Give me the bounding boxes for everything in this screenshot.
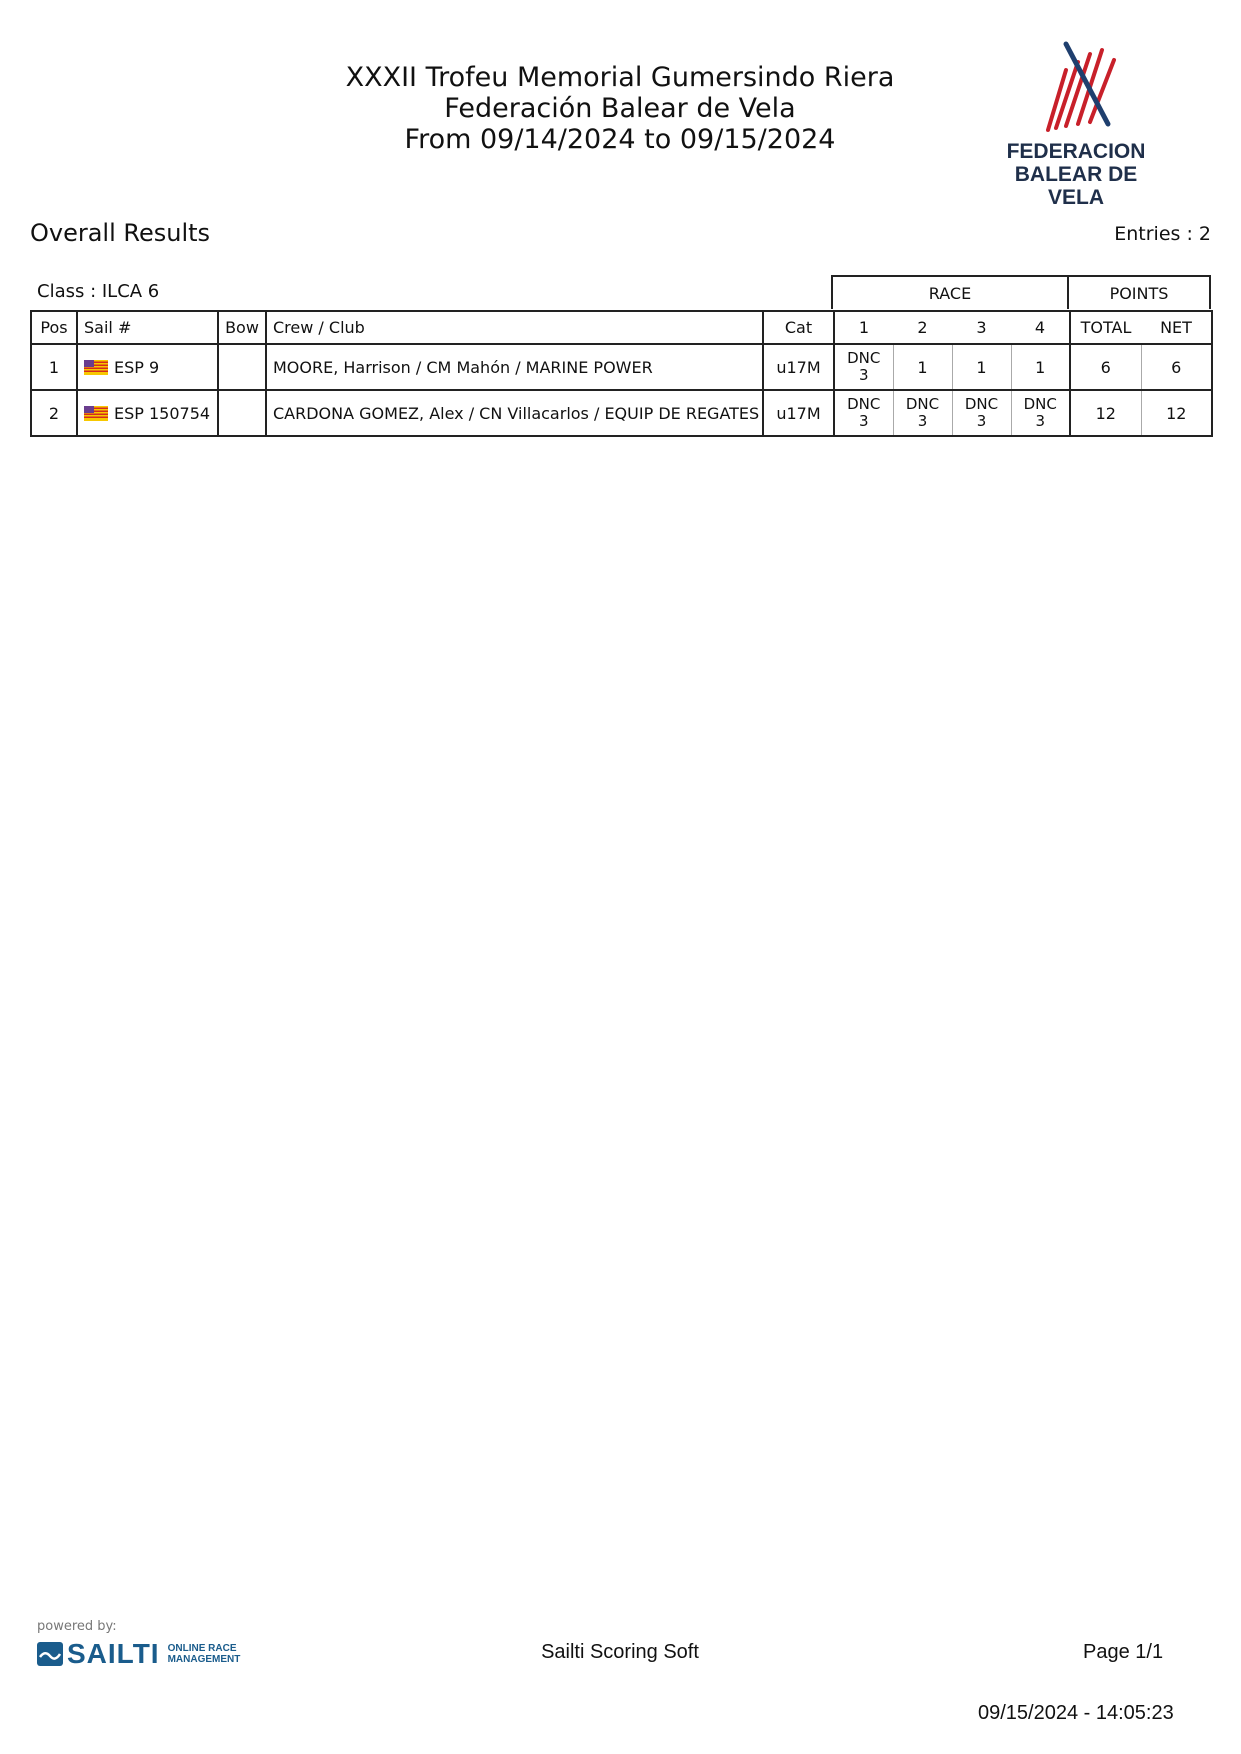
race-4-score: 1 [1011, 344, 1070, 390]
table-row [31, 344, 1212, 390]
logo-line2: BALEAR DE VELA [1014, 163, 1138, 209]
federation-logo [986, 40, 1166, 209]
race-3-score: 1 [952, 344, 1011, 390]
score-points: 3 [917, 412, 928, 430]
class-label: Class : ILCA 6 [37, 281, 160, 302]
balearic-flag-icon [84, 360, 108, 375]
sail-cell [77, 390, 218, 436]
results-table [30, 310, 1213, 437]
crew-cell: MOORE, Harrison / CM Mahón / MARINE POWER [266, 344, 763, 390]
col-total: TOTAL [1070, 311, 1141, 344]
points-group-header: POINTS [1067, 275, 1211, 309]
col-pos: Pos [31, 311, 77, 344]
col-race-4: 4 [1011, 311, 1070, 344]
page-number: Page 1/1 [1083, 1641, 1164, 1663]
cat-cell: u17M [763, 344, 834, 390]
print-timestamp: 09/15/2024 - 14:05:23 [978, 1702, 1174, 1724]
sailti-brand: SAILTI [67, 1638, 160, 1669]
entries-count: Entries : 2 [1114, 223, 1211, 245]
total-cell: 12 [1070, 390, 1141, 436]
pos-cell: 2 [31, 390, 77, 436]
score-code: DNC [847, 349, 881, 367]
brand-sub-line2: MANAGEMENT [167, 1654, 241, 1665]
race-1-score [834, 390, 893, 436]
event-title: XXXII Trofeu Memorial Gumersindo Riera [345, 62, 895, 93]
sail-number: ESP 9 [114, 357, 160, 377]
crew-cell: CARDONA GOMEZ, Alex / CN Villacarlos / EQUIP DE REGATES [266, 390, 763, 436]
race-3-score [952, 390, 1011, 436]
score-points: 3 [858, 366, 869, 384]
sailti-wave-icon [37, 1642, 63, 1666]
powered-by-logo [37, 1619, 240, 1670]
federation-logo-icon [1026, 40, 1126, 140]
race-group-header: RACE [831, 275, 1069, 309]
score-code: DNC [847, 395, 881, 413]
score-points: 3 [1035, 412, 1046, 430]
score-points: 3 [858, 412, 869, 430]
bow-cell [218, 344, 266, 390]
software-name: Sailti Scoring Soft [541, 1641, 699, 1663]
logo-line1: FEDERACION [1006, 140, 1146, 163]
cat-cell: u17M [763, 390, 834, 436]
event-dates: From 09/14/2024 to 09/15/2024 [404, 124, 836, 155]
sail-number: ESP 150754 [114, 403, 211, 423]
col-net: NET [1141, 311, 1212, 344]
score-code: DNC [964, 395, 999, 413]
race-2-score: 1 [893, 344, 952, 390]
col-race-1: 1 [834, 311, 893, 344]
score-code: DNC [1023, 395, 1057, 413]
race-2-score [893, 390, 952, 436]
race-4-score [1011, 390, 1070, 436]
net-cell: 6 [1141, 344, 1212, 390]
balearic-flag-icon [84, 406, 108, 421]
col-race-3: 3 [952, 311, 1011, 344]
col-race-2: 2 [893, 311, 952, 344]
score-points: 3 [976, 412, 987, 430]
table-header-row [31, 311, 1212, 344]
col-sail: Sail # [77, 311, 218, 344]
table-row [31, 390, 1212, 436]
sail-cell [77, 344, 218, 390]
total-cell: 6 [1070, 344, 1141, 390]
bow-cell [218, 390, 266, 436]
section-title: Overall Results [30, 219, 211, 247]
col-crew: Crew / Club [266, 311, 763, 344]
col-bow: Bow [218, 311, 266, 344]
net-cell: 12 [1141, 390, 1212, 436]
pos-cell: 1 [31, 344, 77, 390]
brand-sub-line1: ONLINE RACE [167, 1643, 237, 1654]
race-1-score [834, 344, 893, 390]
score-code: DNC [905, 395, 940, 413]
powered-by-label: powered by: [37, 1619, 117, 1634]
event-organizer: Federación Balear de Vela [444, 93, 796, 124]
col-cat: Cat [763, 311, 834, 344]
event-header [240, 62, 1000, 155]
